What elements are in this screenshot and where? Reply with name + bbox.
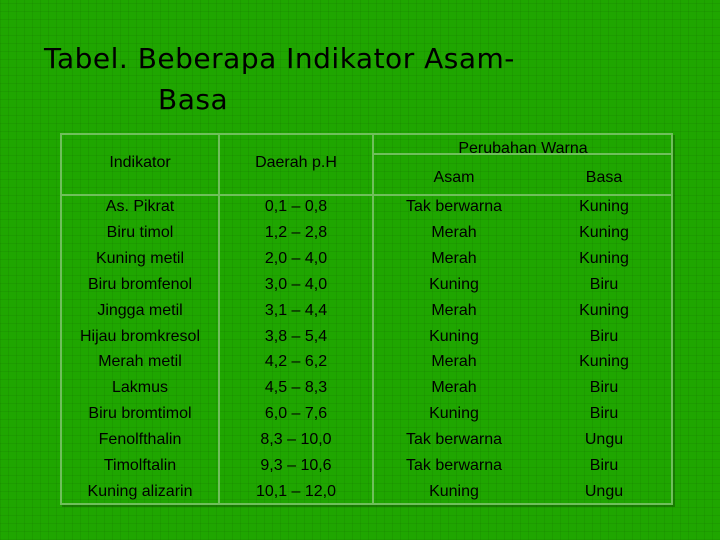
cell-acid-color: Merah xyxy=(431,223,477,241)
cell-acid-color: Merah xyxy=(431,301,477,319)
cell-ph-range: 2,0 – 4,0 xyxy=(264,249,328,267)
cell-ph-range: 9,3 – 10,6 xyxy=(260,457,332,474)
header-ph-range: Daerah p.H xyxy=(255,154,337,171)
cell-acid-color: Tak berwarna xyxy=(405,457,503,474)
cell-ph-range: 3,8 – 5,4 xyxy=(264,327,328,345)
cell-acid-color: Merah xyxy=(431,353,477,371)
cell-ph-range: 10,1 – 12,0 xyxy=(255,482,337,500)
cell-indicator: Jingga metil xyxy=(97,301,183,319)
cell-indicator: Biru bromtimol xyxy=(88,405,192,423)
header-acid: Asam xyxy=(433,169,475,186)
cell-acid-color: Kuning xyxy=(429,275,479,293)
cell-indicator: Kuning metil xyxy=(95,249,185,267)
cell-indicator: Lakmus xyxy=(111,379,169,397)
cell-acid-color: Kuning xyxy=(429,327,479,345)
header-color-change: Perubahan Warna xyxy=(458,140,588,157)
cell-base-color: Kuning xyxy=(579,249,629,267)
cell-indicator: Timolftalin xyxy=(103,457,177,474)
cell-indicator: As. Pikrat xyxy=(105,198,175,215)
cell-base-color: Kuning xyxy=(579,353,629,371)
cell-indicator: Kuning alizarin xyxy=(87,482,193,500)
cell-ph-range: 4,2 – 6,2 xyxy=(264,353,328,371)
cell-indicator: Merah metil xyxy=(98,353,182,371)
cell-indicator: Biru bromfenol xyxy=(87,275,193,293)
cell-acid-color: Merah xyxy=(431,379,477,397)
cell-base-color: Biru xyxy=(589,327,619,345)
cell-acid-color: Tak berwarna xyxy=(405,431,503,449)
cell-ph-range: 3,1 – 4,4 xyxy=(264,301,328,319)
cell-ph-range: 8,3 – 10,0 xyxy=(260,431,332,449)
cell-ph-range: 1,2 – 2,8 xyxy=(264,223,328,241)
cell-acid-color: Kuning xyxy=(429,405,479,423)
header-indicator: Indikator xyxy=(109,154,171,171)
cell-base-color: Kuning xyxy=(579,223,629,241)
cell-indicator: Fenolfthalin xyxy=(98,431,182,449)
cell-acid-color: Kuning xyxy=(429,482,479,500)
cell-indicator: Biru timol xyxy=(106,223,174,241)
cell-acid-color: Merah xyxy=(431,249,477,267)
slide-title xyxy=(44,38,684,120)
cell-ph-range: 4,5 – 8,3 xyxy=(264,379,328,397)
cell-ph-range: 0,1 – 0,8 xyxy=(264,198,328,215)
cell-acid-color: Tak berwarna xyxy=(405,198,503,215)
cell-base-color: Kuning xyxy=(579,198,629,215)
cell-ph-range: 6,0 – 7,6 xyxy=(264,405,328,423)
cell-indicator: Hijau bromkresol xyxy=(79,327,201,345)
cell-ph-range: 3,0 – 4,0 xyxy=(264,275,328,293)
cell-base-color: Biru xyxy=(589,379,619,397)
slide-title-line2: Basa xyxy=(158,83,229,116)
cell-base-color: Biru xyxy=(589,457,619,474)
cell-base-color: Biru xyxy=(589,275,619,293)
header-base: Basa xyxy=(585,169,623,186)
slide-title-line1: Tabel. Beberapa Indikator Asam- xyxy=(44,42,515,75)
cell-base-color: Ungu xyxy=(584,482,624,500)
cell-base-color: Kuning xyxy=(579,301,629,319)
cell-base-color: Biru xyxy=(589,405,619,423)
cell-base-color: Ungu xyxy=(584,431,624,449)
